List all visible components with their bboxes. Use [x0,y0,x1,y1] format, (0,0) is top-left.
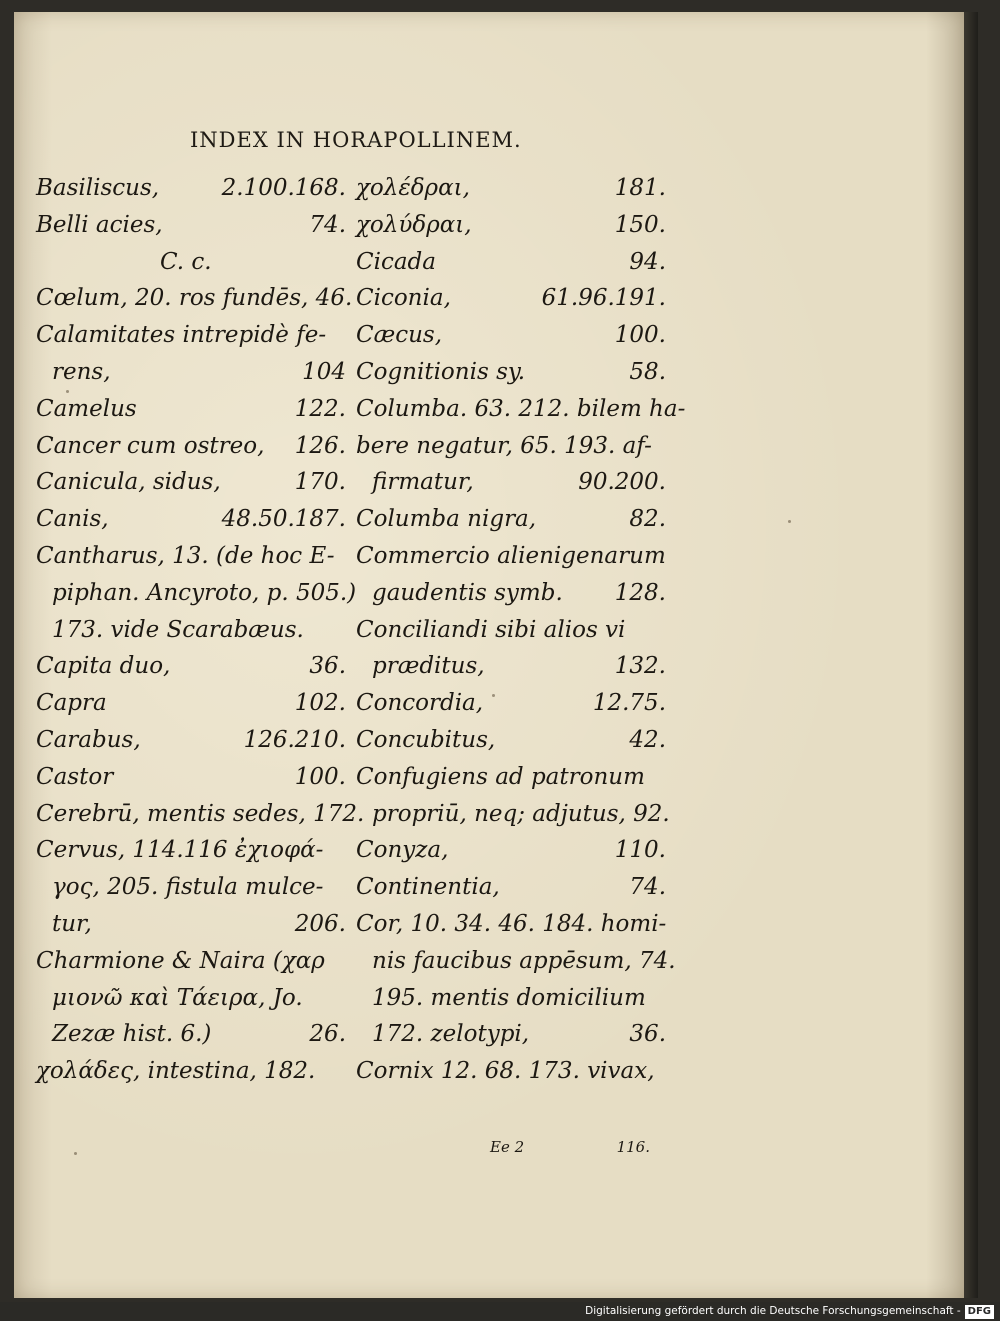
index-entry [36,869,346,906]
index-entry-text: piphan. Ancyroto, p. 505.) [52,579,357,606]
index-entry [356,759,666,796]
index-entry-text: χολέδραι, [356,175,470,201]
index-entry [36,1053,346,1090]
index-entry-text: rens, [52,358,111,385]
index-entry-pages: 26. [309,1021,346,1048]
index-entry [356,685,666,722]
signature-line [490,1138,660,1162]
index-entry [356,722,666,759]
index-entry-text: Conyza, [356,837,449,864]
index-entry-text: nis faucibus appēsum, 74. [372,947,676,974]
digitization-credit [585,1302,994,1321]
index-entry [356,538,666,575]
index-entry-text: Cicada [356,248,436,275]
index-entry-text: γος, 205. fistula mulce- [52,874,324,901]
index-entry-text: Commercio alienigenarum [356,542,666,569]
index-entry [356,1016,666,1053]
index-entry-text: 172. zelotypi, [372,1021,530,1048]
index-entry-pages: 100. [614,322,666,349]
index-entry-pages: 132. [614,653,666,680]
index-entry-text: χολύδραι, [356,211,472,238]
index-entry-text: Cantharus, 13. (de hoc E- [36,542,335,569]
index-entry-pages: 58. [629,358,666,385]
index-entry [356,943,676,980]
index-entry-pages: 36. [309,653,346,680]
index-entry-text: Camelus [36,395,137,422]
index-entry-pages: 122. [294,395,346,422]
index-entry-text: firmatur, [372,469,474,496]
index-entry-pages: 110. [614,837,666,864]
index-entry [36,980,346,1017]
index-entry [356,980,666,1017]
index-entry-text: gaudentis symb. [372,579,563,606]
index-entry-text: Basiliscus, [36,175,160,201]
index-entry [356,244,666,281]
index-entry [36,759,346,796]
index-entry [36,501,346,538]
index-entry-pages: 206. [294,910,346,937]
index-entry [36,832,346,869]
index-entry [36,796,365,833]
index-entry [36,207,346,244]
index-entry [36,317,346,354]
index-entry [356,575,666,612]
index-entry [356,796,670,833]
page-edge-shadow [964,12,978,1298]
index-entry-pages: 2.100.168. [221,175,346,201]
index-entry [356,317,666,354]
dfg-logo-icon: DFG [965,1305,994,1319]
index-entry [36,612,346,649]
signature-mark: Ee 2 [490,1138,525,1156]
index-entry-pages: 104 [302,358,346,385]
index-entry-pages: 74. [309,211,346,238]
index-entry [356,501,666,538]
index-entry-text: χολάδες, intestina, 182. [36,1058,316,1085]
index-entry-text: Cæcus, [356,322,443,349]
index-entry-pages: 42. [629,726,666,753]
index-entry [356,354,666,391]
index-entry-text: propriū, neq; adjutus, 92. [372,800,670,827]
index-entry [36,354,346,391]
index-entry [36,685,346,722]
index-entry [36,391,346,428]
index-entry-pages: 90.200. [578,469,666,496]
index-entry-pages: 128. [614,579,666,606]
index-entry-text: Conciliandi sibi alios vi [356,616,626,643]
index-entry [356,869,666,906]
index-entry-pages: 12.75. [592,690,666,717]
index-entry [36,244,346,281]
index-entry [36,722,346,759]
index-entry-text: μιονῶ καὶ Τάειρα, Jo. [52,984,303,1011]
index-entry-pages: 48.50.187. [221,506,346,533]
index-entry-text: Cor, 10. 34. 46. 184. homi- [356,910,667,937]
index-entry-pages: 126.210. [243,726,346,753]
index-entry-text: bere negatur, 65. 193. af- [356,432,652,459]
index-entry-text: Zezæ hist. 6.) [52,1021,212,1048]
index-entry-text: Castor [36,763,114,790]
credit-text: Digitalisierung gefördert durch die Deutsche Forschungsgemeinschaft - [585,1305,961,1317]
index-entry-text: Continentia, [356,874,500,901]
index-entry-text: Carabus, [36,726,141,753]
index-entry-pages: 94. [629,248,666,275]
index-entry [356,207,666,244]
index-entry-text: Calamitates intrepidè fe- [36,322,327,349]
index-entry-pages: 74. [629,874,666,901]
index-entry [36,943,346,980]
index-entry-text: Capita duo, [36,653,171,680]
index-entry [36,170,346,207]
index-entry [36,1016,346,1053]
index-entry [356,1053,666,1090]
index-entry-text: Cerebrū, mentis sedes, 172. [36,800,365,827]
index-entry-text: Canicula, sidus, [36,469,221,496]
index-entry-pages: 150. [614,211,666,238]
index-entry-text: Cervus, 114.116 ἐχιοφά- [36,837,324,864]
index-entry [356,464,666,501]
index-entry-pages: 170. [294,469,346,496]
index-entry-pages: 100. [294,763,346,790]
index-entry-text: Concubitus, [356,726,496,753]
index-entry [36,538,346,575]
running-head: INDEX IN HORAPOLLINEM. [190,128,522,152]
index-entry-text: 195. mentis domicilium [372,984,646,1011]
index-entry-text: Confugiens ad patronum [356,763,645,790]
index-entry-pages: 126. [294,432,346,459]
index-entry [356,832,666,869]
index-entry-text: Columba. 63. 212. bilem ha- [356,395,686,422]
index-entry-text: Ciconia, [356,285,451,312]
index-column-left [36,170,365,1090]
index-entry [36,648,346,685]
index-entry [356,428,666,465]
index-entry [36,575,357,612]
index-entry [356,906,666,943]
index-entry-text: 173. vide Scarabæus. [52,616,304,643]
index-entry [356,612,666,649]
index-entry [36,280,353,317]
index-entry [356,280,666,317]
index-entry-text: C. c. [160,248,212,275]
index-entry-text: Canis, [36,506,109,533]
index-entry [356,391,686,428]
index-entry [356,170,666,207]
index-entry-text: Belli acies, [36,211,163,238]
index-entry [36,464,346,501]
index-entry-pages: 82. [629,506,666,533]
index-entry-text: Columba nigra, [356,506,537,533]
index-entry-text: Cornix 12. 68. 173. vivax, [356,1058,655,1085]
index-entry [36,906,346,943]
index-column-right [356,170,686,1090]
index-entry-pages: 102. [294,690,346,717]
index-entry [36,428,346,465]
index-entry-pages: 61.96.191. [541,285,666,312]
index-entry-text: tur, [52,910,92,937]
index-entry-text: Capra [36,690,107,717]
index-entry-text: Concordia, [356,690,484,717]
index-entry-text: Cœlum, 20. ros fundēs, 46. [36,285,353,312]
index-entry-pages: 36. [629,1021,666,1048]
folio-number: 116. [616,1138,650,1156]
index-entry-pages: 181. [614,175,666,201]
index-entry-text: Charmione & Naira (χαρ [36,947,325,974]
index-entry [356,648,666,685]
index-entry-text: Cancer cum ostreo, [36,432,265,459]
index-entry-text: Cognitionis sy. [356,358,526,385]
index-entry-text: præditus, [372,653,485,680]
